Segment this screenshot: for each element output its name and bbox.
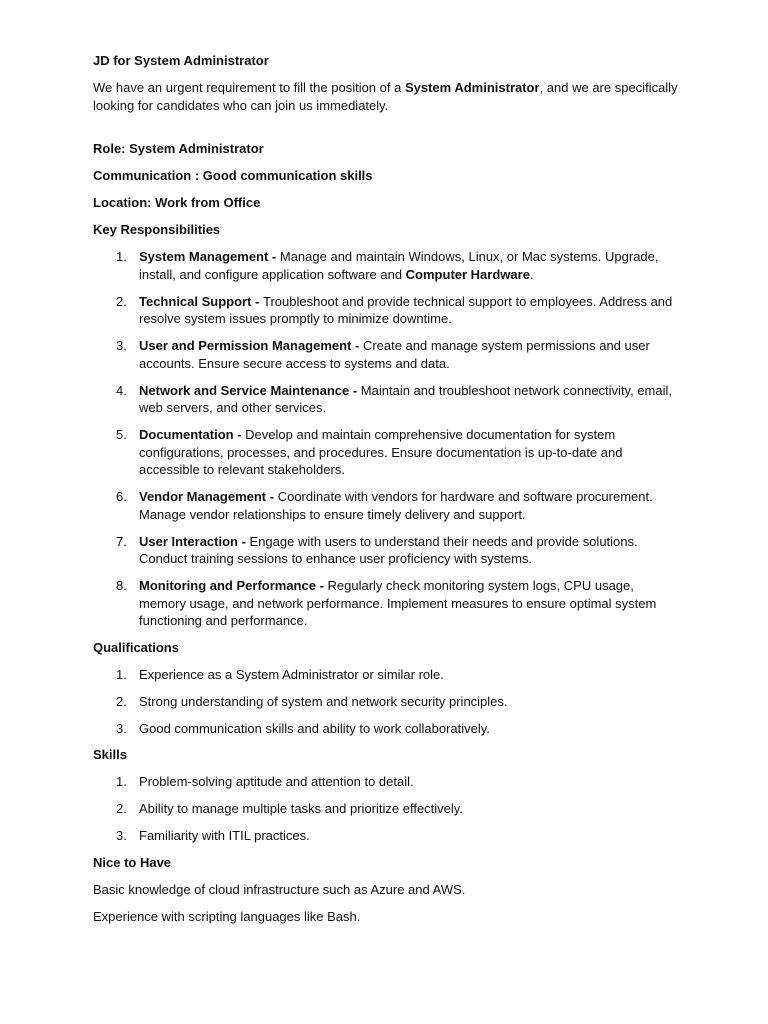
item-label: System Management - (139, 249, 280, 264)
item-text: Maintain and troubleshoot network connectivity, email, web servers, and other services. (139, 382, 672, 415)
list-item (93, 248, 678, 283)
intro-text-start: We have an urgent requirement to fill the position of a (93, 80, 405, 95)
item-emphasis: Computer Hardware (405, 266, 530, 282)
skills-heading: Skills (93, 747, 127, 762)
list-number: 2. (116, 693, 127, 709)
list-item (93, 488, 678, 523)
item-label: Vendor Management - (139, 489, 278, 504)
list-number: 8. (116, 578, 127, 593)
list-number: 1. (116, 774, 127, 789)
list-number: 1. (116, 249, 127, 264)
intro-paragraph (93, 79, 678, 115)
list-number: 2. (116, 801, 127, 816)
list-number: 7. (116, 533, 127, 549)
list-number: 3. (116, 338, 127, 353)
list-item (93, 720, 678, 738)
item-text: Familiarity with ITIL practices. (139, 828, 310, 843)
item-text: Regularly check monitoring system logs, CPU usage, memory usage, and network performance. Implement measures to ensure optimal system functioning and performance. (139, 578, 657, 628)
intro-text-end: , and we are specifically looking for candidates who can join us immediately. (93, 80, 678, 113)
item-text: Create and manage system permissions and user accounts. Ensure secure access to systems and data. (139, 338, 650, 371)
location-line: Location: Work from Office (93, 195, 261, 210)
list-item (93, 382, 678, 417)
nice-to-have-item: Experience with scripting languages like Bash. (93, 909, 361, 924)
role-line: Role: System Administrator (93, 141, 264, 156)
responsibilities-list (93, 248, 678, 630)
responsibilities-heading: Key Responsibilities (93, 222, 221, 237)
intro-role-emphasis: System Administrator (404, 80, 540, 95)
list-number: 3. (116, 720, 127, 736)
list-item (93, 426, 678, 479)
nice-to-have-heading: Nice to Have (93, 854, 172, 870)
item-text: Experience as a System Administrator or similar role. (139, 666, 444, 682)
list-number: 1. (116, 666, 127, 682)
item-label: User Interaction - (139, 533, 250, 549)
list-number: 2. (116, 293, 127, 309)
list-item (93, 800, 678, 818)
list-item (93, 693, 678, 711)
list-item (93, 533, 678, 568)
item-text: Engage with users to understand their needs and provide solutions. Conduct training sessions to enhance user proficiency with systems. (139, 533, 638, 566)
list-item (93, 666, 678, 684)
item-text: Problem-solving aptitude and attention to detail. (139, 774, 414, 789)
qualifications-list (93, 666, 678, 738)
item-label: Network and Service Maintenance - (139, 382, 361, 398)
item-text: Strong understanding of system and network security principles. (139, 693, 508, 709)
list-item (93, 577, 678, 630)
nice-to-have-item: Basic knowledge of cloud infrastructure such as Azure and AWS. (93, 881, 466, 897)
item-label: User and Permission Management - (139, 338, 363, 353)
item-text: Good communication skills and ability to work collaboratively. (139, 720, 490, 736)
item-text: Coordinate with vendors for hardware and software procurement. Manage vendor relationships to ensure timely delivery and support. (139, 489, 653, 522)
qualifications-heading: Qualifications (93, 639, 179, 655)
document-title: JD for System Administrator (93, 53, 269, 68)
list-number: 6. (116, 489, 127, 504)
list-item (93, 773, 678, 791)
list-number: 3. (116, 828, 127, 843)
item-text: Ability to manage multiple tasks and prioritize effectively. (139, 801, 463, 816)
skills-list (93, 773, 678, 845)
communication-line: Communication : Good communication skills (93, 168, 373, 183)
list-item (93, 827, 678, 845)
item-text: Troubleshoot and provide technical support to employees. Address and resolve system issues promptly to minimize downtime. (139, 293, 673, 326)
list-item (93, 337, 678, 372)
item-text: Manage and maintain Windows, Linux, or Mac systems. Upgrade, install, and configure application software and (139, 249, 659, 282)
item-text: Develop and maintain comprehensive documentation for system configurations, processes, and procedures. Ensure documentation is up-to-date and accessible to relevant stakeholders. (139, 427, 623, 477)
list-number: 4. (116, 382, 127, 398)
item-tail: . (529, 266, 534, 282)
list-number: 5. (116, 427, 127, 442)
item-label: Technical Support - (139, 293, 263, 309)
item-label: Documentation - (139, 427, 246, 442)
item-label: Monitoring and Performance - (139, 578, 328, 593)
list-item (93, 293, 678, 328)
